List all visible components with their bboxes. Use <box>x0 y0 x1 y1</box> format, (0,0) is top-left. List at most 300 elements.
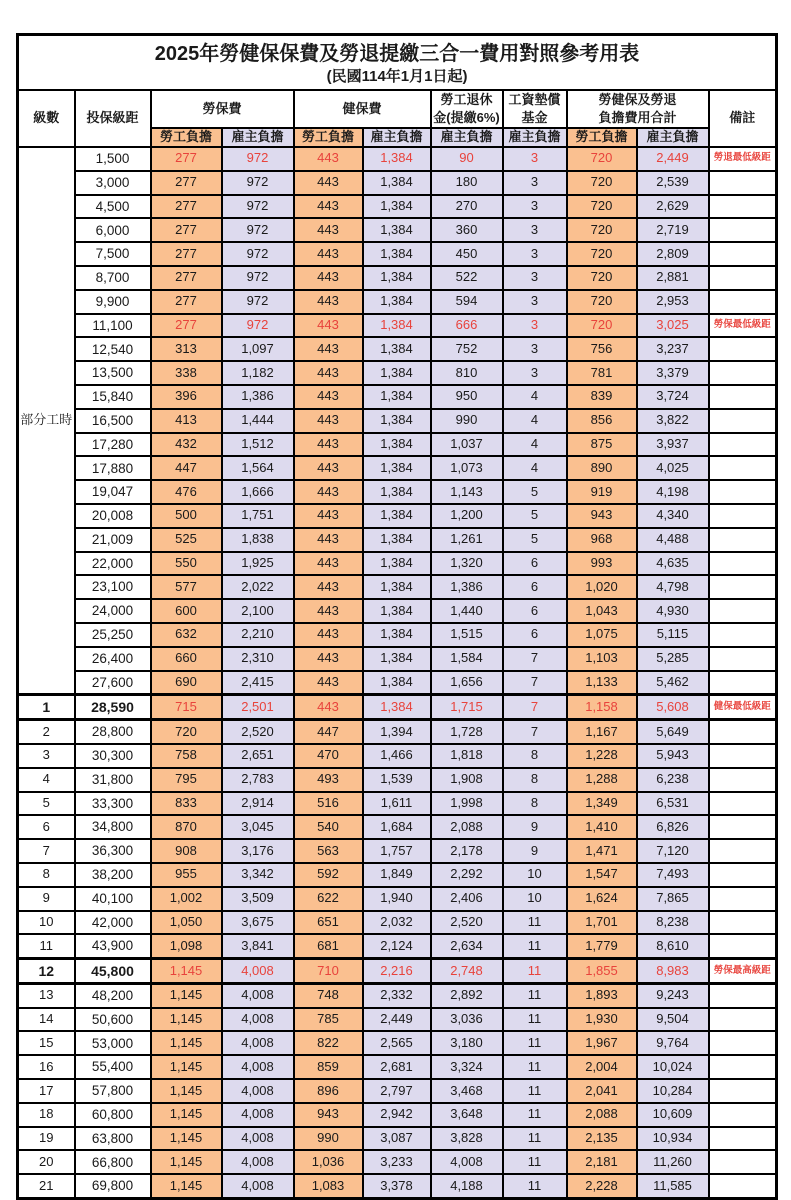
level-cell: 6 <box>18 815 75 839</box>
note-cell <box>709 815 777 839</box>
bracket-cell: 53,000 <box>75 1031 151 1055</box>
cell-fund-employer: 7 <box>503 695 567 720</box>
cell-total-employer: 2,719 <box>637 218 709 242</box>
cell-pension-employer: 752 <box>431 337 503 361</box>
note-cell <box>709 1055 777 1079</box>
note-cell <box>709 983 777 1007</box>
bracket-cell: 66,800 <box>75 1150 151 1174</box>
level-cell: 9 <box>18 887 75 911</box>
cell-health-employer: 2,124 <box>363 934 431 958</box>
note-cell <box>709 647 777 671</box>
table-row <box>18 218 777 242</box>
note-cell <box>709 266 777 290</box>
cell-health-worker: 990 <box>294 1127 363 1151</box>
cell-total-worker: 2,004 <box>567 1055 637 1079</box>
note-cell <box>709 528 777 552</box>
cell-health-employer: 1,384 <box>363 171 431 195</box>
cell-labor-worker: 955 <box>151 863 222 887</box>
cell-health-worker: 859 <box>294 1055 363 1079</box>
cell-pension-employer: 2,748 <box>431 959 503 984</box>
cell-total-worker: 2,181 <box>567 1150 637 1174</box>
col-header-bracket: 投保級距 <box>75 90 151 147</box>
note-cell <box>709 792 777 816</box>
cell-fund-employer: 6 <box>503 575 567 599</box>
cell-total-employer: 2,629 <box>637 195 709 219</box>
subheader-labor-worker: 勞工負擔 <box>151 128 222 147</box>
note-cell <box>709 599 777 623</box>
cell-labor-employer: 1,097 <box>222 337 294 361</box>
cell-labor-worker: 432 <box>151 433 222 457</box>
cell-total-employer: 9,764 <box>637 1031 709 1055</box>
cell-total-worker: 1,930 <box>567 1008 637 1032</box>
cell-health-employer: 1,384 <box>363 552 431 576</box>
cell-health-employer: 2,565 <box>363 1031 431 1055</box>
cell-pension-employer: 360 <box>431 218 503 242</box>
cell-labor-employer: 4,008 <box>222 1031 294 1055</box>
level-cell: 7 <box>18 839 75 863</box>
cell-labor-worker: 277 <box>151 147 222 171</box>
wage-fund-header-line2: 基金 <box>521 110 548 125</box>
pension-header-line1: 勞工退休 <box>440 92 493 107</box>
cell-health-worker: 681 <box>294 934 363 958</box>
cell-total-employer: 8,983 <box>637 959 709 984</box>
table-row <box>18 911 777 935</box>
cell-labor-employer: 972 <box>222 266 294 290</box>
cell-health-worker: 443 <box>294 623 363 647</box>
table-row <box>18 480 777 504</box>
cell-health-worker: 540 <box>294 815 363 839</box>
cell-total-employer: 3,025 <box>637 314 709 338</box>
cell-health-employer: 3,233 <box>363 1150 431 1174</box>
cell-total-worker: 720 <box>567 314 637 338</box>
cell-fund-employer: 4 <box>503 409 567 433</box>
cell-health-employer: 1,539 <box>363 768 431 792</box>
cell-total-employer: 10,284 <box>637 1079 709 1103</box>
cell-labor-worker: 277 <box>151 171 222 195</box>
cell-health-worker: 592 <box>294 863 363 887</box>
cell-health-worker: 443 <box>294 314 363 338</box>
cell-fund-employer: 3 <box>503 218 567 242</box>
cell-health-worker: 748 <box>294 983 363 1007</box>
note-cell <box>709 911 777 935</box>
cell-pension-employer: 2,292 <box>431 863 503 887</box>
cell-pension-employer: 1,320 <box>431 552 503 576</box>
note-cell <box>709 480 777 504</box>
cell-pension-employer: 666 <box>431 314 503 338</box>
note-cell <box>709 1127 777 1151</box>
cell-pension-employer: 2,406 <box>431 887 503 911</box>
cell-health-worker: 443 <box>294 242 363 266</box>
cell-total-employer: 7,493 <box>637 863 709 887</box>
cell-total-worker: 1,471 <box>567 839 637 863</box>
table-row <box>18 839 777 863</box>
cell-fund-employer: 11 <box>503 1079 567 1103</box>
cell-labor-worker: 1,145 <box>151 1150 222 1174</box>
table-body <box>18 147 777 1199</box>
cell-total-worker: 890 <box>567 456 637 480</box>
cell-health-employer: 1,757 <box>363 839 431 863</box>
level-cell: 15 <box>18 1031 75 1055</box>
cell-labor-employer: 1,182 <box>222 361 294 385</box>
note-cell <box>709 623 777 647</box>
bracket-cell: 34,800 <box>75 815 151 839</box>
table-row <box>18 695 777 720</box>
cell-fund-employer: 10 <box>503 863 567 887</box>
cell-fund-employer: 6 <box>503 623 567 647</box>
cell-fund-employer: 4 <box>503 385 567 409</box>
cell-fund-employer: 11 <box>503 1031 567 1055</box>
cell-pension-employer: 1,656 <box>431 671 503 695</box>
cell-total-worker: 720 <box>567 266 637 290</box>
cell-health-worker: 443 <box>294 385 363 409</box>
cell-health-employer: 1,384 <box>363 433 431 457</box>
table-row <box>18 171 777 195</box>
cell-pension-employer: 450 <box>431 242 503 266</box>
note-cell: 勞保最低級距 <box>709 314 777 338</box>
note-cell <box>709 552 777 576</box>
wage-fund-header-line1: 工資墊償 <box>508 92 561 107</box>
cell-pension-employer: 90 <box>431 147 503 171</box>
bracket-cell: 60,800 <box>75 1103 151 1127</box>
table-row <box>18 863 777 887</box>
bracket-cell: 30,300 <box>75 744 151 768</box>
subheader-pension-employer: 雇主負擔 <box>431 128 503 147</box>
bracket-cell: 3,000 <box>75 171 151 195</box>
cell-labor-worker: 1,050 <box>151 911 222 935</box>
cell-health-employer: 1,384 <box>363 599 431 623</box>
cell-fund-employer: 11 <box>503 1174 567 1198</box>
cell-pension-employer: 3,180 <box>431 1031 503 1055</box>
table-row <box>18 552 777 576</box>
cell-health-employer: 1,384 <box>363 528 431 552</box>
cell-labor-employer: 972 <box>222 147 294 171</box>
cell-fund-employer: 8 <box>503 792 567 816</box>
cell-labor-employer: 1,666 <box>222 480 294 504</box>
cell-health-employer: 1,384 <box>363 242 431 266</box>
cell-labor-employer: 1,925 <box>222 552 294 576</box>
page-subtitle: (民國114年1月1日起) <box>326 67 468 85</box>
note-cell <box>709 768 777 792</box>
cell-total-worker: 875 <box>567 433 637 457</box>
cell-total-worker: 720 <box>567 242 637 266</box>
cell-pension-employer: 1,200 <box>431 504 503 528</box>
table-row <box>18 671 777 695</box>
cell-labor-employer: 4,008 <box>222 983 294 1007</box>
cell-health-employer: 2,216 <box>363 959 431 984</box>
note-cell <box>709 1150 777 1174</box>
table-row <box>18 720 777 744</box>
bracket-cell: 23,100 <box>75 575 151 599</box>
cell-labor-employer: 4,008 <box>222 959 294 984</box>
cell-labor-worker: 660 <box>151 647 222 671</box>
cell-health-employer: 3,378 <box>363 1174 431 1198</box>
cell-labor-worker: 525 <box>151 528 222 552</box>
cell-labor-worker: 277 <box>151 314 222 338</box>
cell-health-employer: 1,384 <box>363 195 431 219</box>
cell-labor-employer: 2,210 <box>222 623 294 647</box>
cell-total-worker: 968 <box>567 528 637 552</box>
table-row <box>18 528 777 552</box>
cell-health-worker: 470 <box>294 744 363 768</box>
cell-health-employer: 1,384 <box>363 361 431 385</box>
col-header-health-insurance: 健保費 <box>294 90 431 128</box>
cell-total-employer: 5,943 <box>637 744 709 768</box>
level-cell: 1 <box>18 695 75 720</box>
cell-health-worker: 443 <box>294 337 363 361</box>
cell-health-worker: 443 <box>294 218 363 242</box>
level-group-part-time: 部分工時 <box>18 147 75 695</box>
cell-health-employer: 1,466 <box>363 744 431 768</box>
cell-fund-employer: 7 <box>503 671 567 695</box>
table-row <box>18 1103 777 1127</box>
subheader-total-employer: 雇主負擔 <box>637 128 709 147</box>
cell-pension-employer: 1,715 <box>431 695 503 720</box>
cell-total-employer: 6,531 <box>637 792 709 816</box>
cell-total-worker: 943 <box>567 504 637 528</box>
table-row <box>18 1031 777 1055</box>
note-cell <box>709 1008 777 1032</box>
cell-total-employer: 2,539 <box>637 171 709 195</box>
note-cell <box>709 744 777 768</box>
table-title-cell <box>18 35 777 91</box>
cell-labor-employer: 972 <box>222 242 294 266</box>
level-cell: 2 <box>18 720 75 744</box>
cell-labor-worker: 1,145 <box>151 983 222 1007</box>
cell-total-worker: 1,701 <box>567 911 637 935</box>
col-header-wage-fund <box>503 90 567 128</box>
cell-labor-worker: 396 <box>151 385 222 409</box>
bracket-cell: 12,540 <box>75 337 151 361</box>
cell-health-employer: 1,611 <box>363 792 431 816</box>
bracket-cell: 28,800 <box>75 720 151 744</box>
cell-labor-worker: 277 <box>151 218 222 242</box>
cell-labor-employer: 2,415 <box>222 671 294 695</box>
table-row <box>18 361 777 385</box>
col-header-pension <box>431 90 503 128</box>
bracket-cell: 24,000 <box>75 599 151 623</box>
cell-total-employer: 9,243 <box>637 983 709 1007</box>
cell-total-worker: 1,167 <box>567 720 637 744</box>
cell-total-worker: 1,967 <box>567 1031 637 1055</box>
cell-pension-employer: 1,440 <box>431 599 503 623</box>
bracket-cell: 42,000 <box>75 911 151 935</box>
note-cell <box>709 409 777 433</box>
subheader-total-worker: 勞工負擔 <box>567 128 637 147</box>
table-row <box>18 409 777 433</box>
cell-fund-employer: 8 <box>503 744 567 768</box>
cell-fund-employer: 3 <box>503 171 567 195</box>
cell-total-employer: 9,504 <box>637 1008 709 1032</box>
col-header-remark: 備註 <box>709 90 777 147</box>
bracket-cell: 57,800 <box>75 1079 151 1103</box>
cell-fund-employer: 11 <box>503 1150 567 1174</box>
total-header-line1: 勞健保及勞退 <box>598 92 677 107</box>
level-cell: 17 <box>18 1079 75 1103</box>
cell-total-employer: 2,449 <box>637 147 709 171</box>
cell-health-employer: 1,384 <box>363 314 431 338</box>
table-row <box>18 385 777 409</box>
cell-fund-employer: 9 <box>503 839 567 863</box>
bracket-cell: 16,500 <box>75 409 151 433</box>
cell-total-employer: 4,635 <box>637 552 709 576</box>
bracket-cell: 38,200 <box>75 863 151 887</box>
cell-labor-employer: 972 <box>222 195 294 219</box>
cell-health-worker: 943 <box>294 1103 363 1127</box>
cell-labor-employer: 1,386 <box>222 385 294 409</box>
cell-health-employer: 1,384 <box>363 218 431 242</box>
cell-fund-employer: 3 <box>503 147 567 171</box>
note-cell <box>709 385 777 409</box>
total-header-line2: 負擔費用合計 <box>598 110 677 125</box>
subheader-health-employer: 雇主負擔 <box>363 128 431 147</box>
cell-health-worker: 443 <box>294 480 363 504</box>
note-cell <box>709 456 777 480</box>
cell-labor-employer: 2,100 <box>222 599 294 623</box>
bracket-cell: 19,047 <box>75 480 151 504</box>
cell-health-worker: 443 <box>294 171 363 195</box>
cell-fund-employer: 11 <box>503 934 567 958</box>
cell-labor-worker: 413 <box>151 409 222 433</box>
cell-labor-employer: 2,783 <box>222 768 294 792</box>
note-cell <box>709 839 777 863</box>
cell-health-employer: 1,384 <box>363 456 431 480</box>
cell-labor-employer: 1,512 <box>222 433 294 457</box>
page-title: 2025年勞健保保費及勞退提繳三合一費用對照參考用表 <box>154 42 640 65</box>
cell-total-worker: 756 <box>567 337 637 361</box>
bracket-cell: 13,500 <box>75 361 151 385</box>
cell-total-worker: 1,410 <box>567 815 637 839</box>
bracket-cell: 8,700 <box>75 266 151 290</box>
cell-total-employer: 5,115 <box>637 623 709 647</box>
table-row <box>18 815 777 839</box>
table-row <box>18 1079 777 1103</box>
cell-total-worker: 1,349 <box>567 792 637 816</box>
cell-health-worker: 1,083 <box>294 1174 363 1198</box>
cell-labor-worker: 1,145 <box>151 1079 222 1103</box>
bracket-cell: 26,400 <box>75 647 151 671</box>
cell-fund-employer: 6 <box>503 552 567 576</box>
cell-total-worker: 1,103 <box>567 647 637 671</box>
cell-pension-employer: 1,998 <box>431 792 503 816</box>
fee-comparison-table <box>16 33 778 1200</box>
level-cell: 12 <box>18 959 75 984</box>
level-cell: 18 <box>18 1103 75 1127</box>
cell-total-worker: 993 <box>567 552 637 576</box>
cell-pension-employer: 3,324 <box>431 1055 503 1079</box>
cell-fund-employer: 3 <box>503 337 567 361</box>
table-row <box>18 195 777 219</box>
cell-labor-employer: 1,838 <box>222 528 294 552</box>
cell-labor-employer: 3,176 <box>222 839 294 863</box>
cell-health-worker: 443 <box>294 409 363 433</box>
table-row <box>18 504 777 528</box>
cell-total-employer: 2,809 <box>637 242 709 266</box>
table-row <box>18 959 777 984</box>
cell-total-worker: 781 <box>567 361 637 385</box>
cell-labor-worker: 1,145 <box>151 1008 222 1032</box>
table-row <box>18 1008 777 1032</box>
table-row <box>18 575 777 599</box>
cell-fund-employer: 4 <box>503 433 567 457</box>
level-cell: 19 <box>18 1127 75 1151</box>
cell-health-employer: 1,849 <box>363 863 431 887</box>
cell-labor-employer: 2,914 <box>222 792 294 816</box>
table-row <box>18 887 777 911</box>
note-cell <box>709 887 777 911</box>
table-row <box>18 456 777 480</box>
cell-health-employer: 1,384 <box>363 385 431 409</box>
note-cell <box>709 934 777 958</box>
cell-total-worker: 1,893 <box>567 983 637 1007</box>
cell-fund-employer: 11 <box>503 1008 567 1032</box>
cell-labor-employer: 2,022 <box>222 575 294 599</box>
table-row <box>18 623 777 647</box>
cell-total-worker: 2,088 <box>567 1103 637 1127</box>
table-row <box>18 433 777 457</box>
cell-total-worker: 720 <box>567 290 637 314</box>
table-row <box>18 290 777 314</box>
cell-health-employer: 2,449 <box>363 1008 431 1032</box>
cell-pension-employer: 3,648 <box>431 1103 503 1127</box>
cell-pension-employer: 4,008 <box>431 1150 503 1174</box>
cell-labor-employer: 1,444 <box>222 409 294 433</box>
level-cell: 5 <box>18 792 75 816</box>
level-cell: 4 <box>18 768 75 792</box>
bracket-cell: 4,500 <box>75 195 151 219</box>
cell-health-employer: 1,384 <box>363 647 431 671</box>
note-cell <box>709 504 777 528</box>
cell-total-worker: 2,135 <box>567 1127 637 1151</box>
cell-total-worker: 856 <box>567 409 637 433</box>
cell-fund-employer: 7 <box>503 720 567 744</box>
level-cell: 16 <box>18 1055 75 1079</box>
cell-total-employer: 7,865 <box>637 887 709 911</box>
cell-fund-employer: 11 <box>503 1055 567 1079</box>
cell-labor-worker: 277 <box>151 242 222 266</box>
cell-pension-employer: 2,634 <box>431 934 503 958</box>
cell-fund-employer: 3 <box>503 290 567 314</box>
cell-labor-worker: 758 <box>151 744 222 768</box>
cell-labor-employer: 2,651 <box>222 744 294 768</box>
cell-fund-employer: 11 <box>503 983 567 1007</box>
table-row <box>18 314 777 338</box>
cell-labor-worker: 870 <box>151 815 222 839</box>
cell-fund-employer: 10 <box>503 887 567 911</box>
note-cell <box>709 1031 777 1055</box>
cell-labor-worker: 1,145 <box>151 959 222 984</box>
cell-health-employer: 1,384 <box>363 480 431 504</box>
cell-fund-employer: 5 <box>503 504 567 528</box>
cell-pension-employer: 1,037 <box>431 433 503 457</box>
cell-labor-employer: 2,520 <box>222 720 294 744</box>
cell-total-employer: 3,937 <box>637 433 709 457</box>
cell-labor-employer: 972 <box>222 171 294 195</box>
level-cell: 3 <box>18 744 75 768</box>
cell-fund-employer: 11 <box>503 959 567 984</box>
cell-fund-employer: 11 <box>503 1127 567 1151</box>
cell-fund-employer: 4 <box>503 456 567 480</box>
cell-total-employer: 4,930 <box>637 599 709 623</box>
cell-health-employer: 2,797 <box>363 1079 431 1103</box>
cell-labor-worker: 1,002 <box>151 887 222 911</box>
cell-labor-worker: 500 <box>151 504 222 528</box>
table-row <box>18 1127 777 1151</box>
cell-labor-employer: 4,008 <box>222 1079 294 1103</box>
note-cell <box>709 361 777 385</box>
cell-total-employer: 2,953 <box>637 290 709 314</box>
cell-health-worker: 563 <box>294 839 363 863</box>
bracket-cell: 6,000 <box>75 218 151 242</box>
